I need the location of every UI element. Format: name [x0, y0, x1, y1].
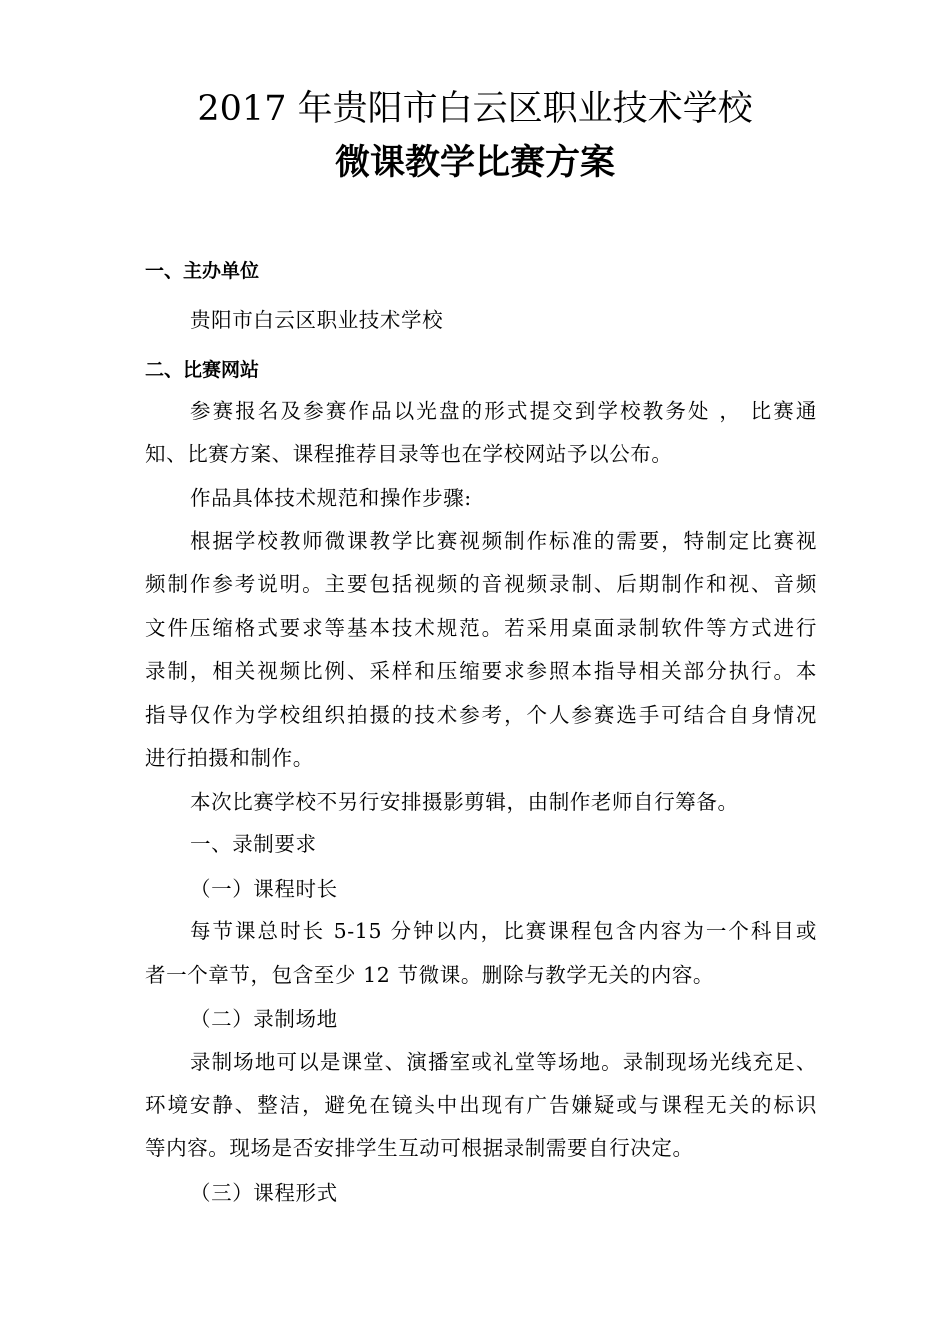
paragraph-line: 根据学校教师微课教学比赛视频制作标准的需要，特制定比赛视	[190, 529, 817, 553]
paragraph-line: 文件压缩格式要求等基本技术规范。若采用桌面录制软件等方式进行	[145, 616, 817, 640]
subsection-heading-recording: 一、录制要求	[190, 832, 317, 856]
paragraph-line: 环境安静、整洁，避免在镜头中出现有广告嫌疑或与课程无关的标识	[145, 1093, 817, 1117]
paragraph-line: 参赛报名及参赛作品以光盘的形式提交到学校教务处 ， 比赛通	[190, 399, 817, 423]
paragraph-line: 本次比赛学校不另行安排摄影剪辑，由制作老师自行筹备。	[190, 790, 739, 814]
paragraph-line: 录制场地可以是课堂、演播室或礼堂等场地。录制现场光线充足、	[190, 1050, 817, 1074]
paragraph-line: 作品具体技术规范和操作步骤:	[190, 486, 472, 510]
document-title-line1: 2017 年贵阳市白云区职业技术学校	[197, 89, 753, 129]
paragraph-line: 进行拍摄和制作。	[145, 746, 314, 770]
section-heading-website: 二、比赛网站	[145, 359, 260, 381]
item-heading-venue: （二）录制场地	[190, 1007, 338, 1031]
paragraph-line: 等内容。现场是否安排学生互动可根据录制需要自行决定。	[145, 1136, 694, 1160]
paragraph-line: 者一个章节，包含至少 12 节微课。删除与教学无关的内容。	[145, 963, 715, 987]
section-heading-organizer: 一、主办单位	[145, 260, 260, 282]
document-title-line2: 微课教学比赛方案	[334, 142, 615, 183]
item-heading-duration: （一）课程时长	[190, 877, 338, 901]
organizer-name: 贵阳市白云区职业技术学校	[190, 308, 444, 332]
paragraph-line: 每节课总时长 5-15 分钟以内，比赛课程包含内容为一个科目或	[190, 919, 817, 943]
paragraph-line: 录制，相关视频比例、采样和压缩要求参照本指导相关部分执行。本	[145, 659, 817, 683]
paragraph-line: 频制作参考说明。主要包括视频的音视频录制、后期制作和视、音频	[145, 572, 817, 596]
item-heading-format: （三）课程形式	[190, 1181, 338, 1205]
paragraph-line: 知、比赛方案、课程推荐目录等也在学校网站予以公布。	[145, 442, 673, 466]
paragraph-line: 指导仅作为学校组织拍摄的技术参考，个人参赛选手可结合自身情况	[145, 703, 817, 727]
